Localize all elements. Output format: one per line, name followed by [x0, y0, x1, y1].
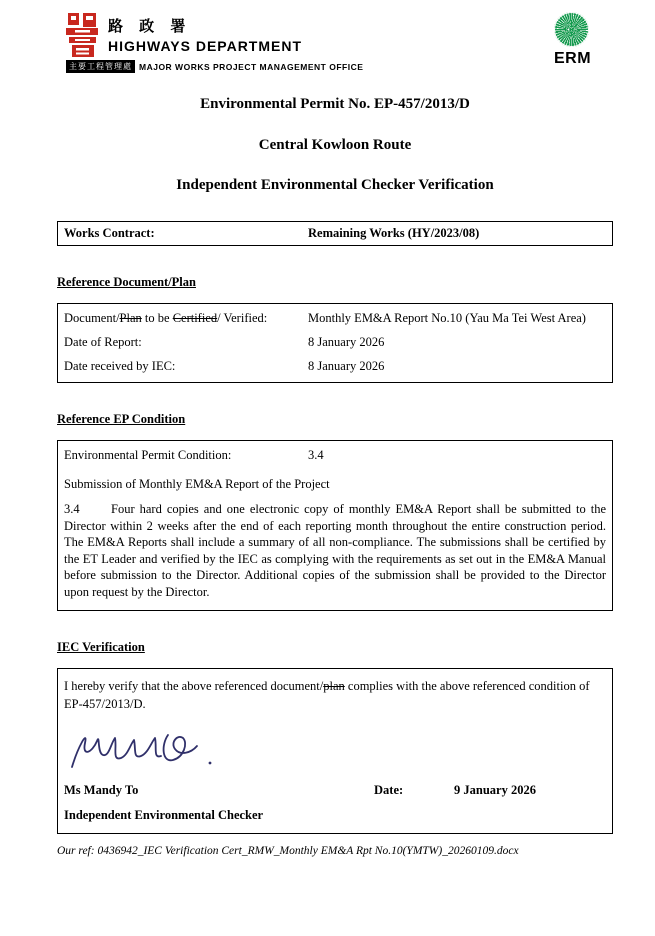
- statement-strike-plan: plan: [323, 679, 345, 693]
- office-name-line: [66, 60, 363, 73]
- document-verified-label: [64, 311, 308, 326]
- ep-condition-row: [58, 441, 612, 465]
- date-received-row: [58, 352, 612, 382]
- reference-ep-heading: Reference EP Condition: [57, 412, 186, 426]
- iec-verification-heading: IEC Verification: [57, 640, 145, 654]
- clause-text: Four hard copies and one electronic copy of monthly EM&A Report shall be submitted to the Director within 2 weeks after the end of each reporting month throughout the entire construction period. The EM&A Reports shall include a summary of all non-compliance. The submissions shall be certified by the ET Leader and verified by the IEC as complying with the requirements as set out in the EM&A Manual before submission to the Director. Additional copies of the submission shall be provided to the Director upon request by the Director.: [64, 502, 606, 599]
- signature-image: [64, 723, 606, 775]
- erm-logo-block: [554, 12, 594, 68]
- verification-statement: [64, 677, 606, 713]
- permit-number-title: Environmental Permit No. EP-457/2013/D: [200, 96, 470, 112]
- ep-condition-clause: [58, 492, 612, 610]
- date-label: Date:: [374, 783, 404, 798]
- works-contract-value: Remaining Works (HY/2023/08): [308, 226, 480, 240]
- date-of-report-row: [58, 328, 612, 352]
- signer-date-row: [64, 783, 606, 798]
- signer-name: Ms Mandy To: [64, 783, 139, 798]
- erm-logo-label: ERM: [554, 50, 592, 67]
- reference-document-table: [57, 303, 613, 383]
- document-verified-row: [58, 304, 612, 328]
- department-name-english: HIGHWAYS DEPARTMENT: [108, 38, 303, 54]
- ep-condition-value: 3.4: [308, 448, 324, 462]
- date-received-label: Date received by IEC:: [64, 359, 176, 373]
- project-title: Central Kowloon Route: [258, 137, 412, 153]
- department-name-block: [108, 15, 302, 54]
- label-part: to be: [141, 311, 173, 325]
- works-contract-label: Works Contract:: [64, 226, 155, 240]
- date-of-report-value: 8 January 2026: [308, 335, 385, 349]
- label-strike-plan: Plan: [119, 311, 142, 325]
- verification-title: Independent Environmental Checker Verification: [176, 177, 494, 193]
- highways-department-logo-icon: [66, 13, 100, 57]
- date-value: 9 January 2026: [454, 783, 536, 798]
- iec-verification-box: [57, 668, 613, 834]
- label-part: / Verified:: [217, 311, 268, 325]
- label-part: Document/: [64, 311, 120, 325]
- office-name-english: MAJOR WORKS PROJECT MANAGEMENT OFFICE: [139, 61, 364, 72]
- office-name-chinese: 主要工程管理處: [66, 60, 135, 73]
- ep-condition-label: Environmental Permit Condition:: [64, 448, 232, 462]
- document-body: [57, 88, 613, 857]
- document-verified-value: Monthly EM&A Report No.10 (Yau Ma Tei West Area): [308, 311, 586, 325]
- date-received-value: 8 January 2026: [308, 359, 385, 373]
- works-contract-row: [58, 222, 612, 245]
- date-of-report-label: Date of Report:: [64, 335, 142, 349]
- document-header: [0, 0, 655, 84]
- works-contract-table: [57, 221, 613, 246]
- label-strike-certified: Certified: [172, 311, 218, 325]
- reference-ep-table: [57, 440, 613, 611]
- statement-part: complies with the above referenced condition of EP-457/2013/D.: [64, 679, 590, 712]
- erm-logo-icon: [554, 12, 589, 47]
- clause-number: 3.4: [64, 502, 80, 516]
- department-name-chinese: 路 政 署: [108, 18, 192, 35]
- reference-document-heading: Reference Document/Plan: [57, 275, 196, 289]
- signer-title: Independent Environmental Checker: [64, 808, 264, 823]
- ep-condition-subheading: Submission of Monthly EM&A Report of the Project: [64, 477, 330, 491]
- our-ref-line: Our ref: 0436942_IEC Verification Cert_RMW_Monthly EM&A Rpt No.10(YMTW)_20260109.docx: [57, 845, 519, 858]
- statement-part: I hereby verify that the above referenced document/: [64, 679, 324, 693]
